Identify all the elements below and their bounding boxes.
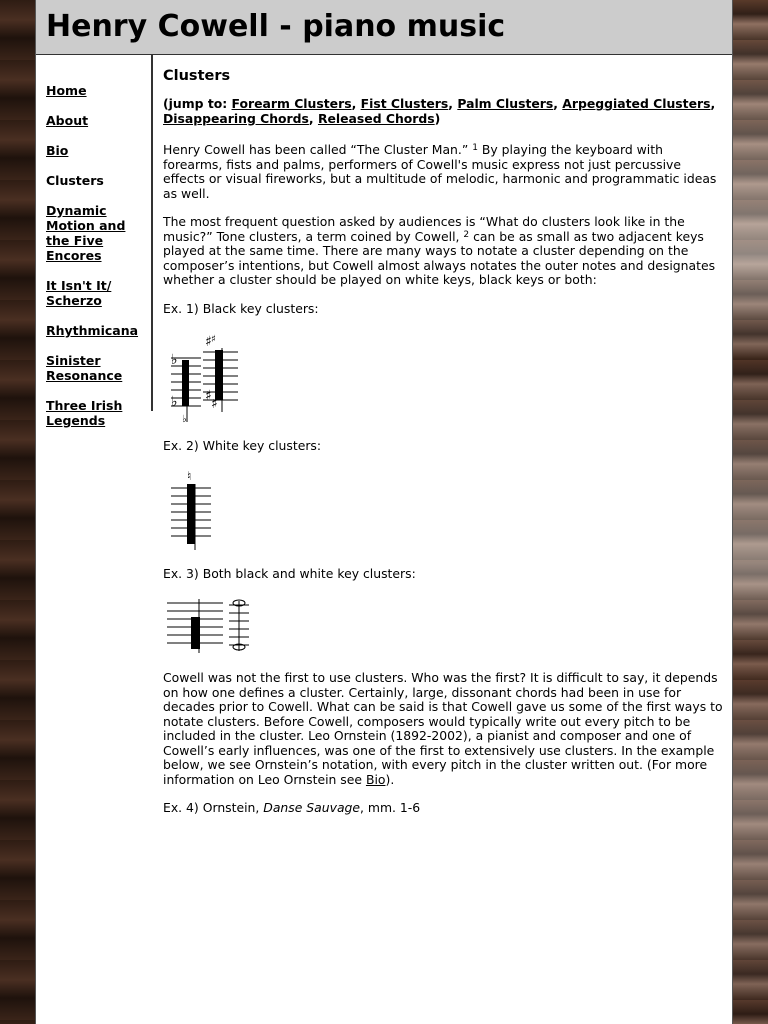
example-2-label: Ex. 2) White key clusters: [163, 438, 322, 453]
intro-paragraph [163, 143, 723, 201]
page-heading: Clusters [163, 68, 231, 84]
sidebar-item-three-irish-legends[interactable]: Three Irish Legends [46, 398, 123, 428]
sidebar-item-sinister-resonance[interactable]: Sinister Resonance [46, 353, 123, 383]
jump-link-disappearing-chords[interactable]: Disappearing Chords [163, 110, 309, 126]
svg-text:♯: ♯ [205, 388, 212, 404]
history-paragraph [163, 671, 723, 787]
example-1-label: Ex. 1) Black key clusters: [163, 300, 319, 316]
black-key-cluster-notation [163, 330, 243, 425]
footnote-1-link[interactable]: 1 [472, 143, 478, 153]
page-container [35, 0, 733, 1024]
bio-link[interactable]: Bio [365, 771, 386, 787]
sidebar-item-rhythmicana[interactable]: Rhythmicana [46, 323, 139, 338]
background-photo-right [733, 0, 768, 1024]
svg-text:♭: ♭ [171, 352, 178, 368]
sidebar-item-it-isnt-it[interactable]: It Isn't It/ Scherzo [46, 278, 112, 308]
question-paragraph [163, 215, 723, 288]
white-key-cluster-notation [163, 468, 218, 553]
jump-link-arpeggiated-clusters[interactable]: Arpeggiated Clusters [562, 96, 711, 111]
main-content [163, 55, 723, 830]
jump-prefix: (jump to: [163, 96, 232, 111]
example-4-suffix: , mm. 1-6 [360, 800, 421, 815]
intro-text-start: Henry Cowell has been called “The Cluster Man.” [163, 142, 469, 157]
sidebar-item-home[interactable]: Home [46, 83, 87, 98]
background-photo-left [0, 0, 35, 1024]
svg-text:♯: ♯ [211, 396, 218, 412]
history-text-end: ). [385, 771, 395, 787]
question-text-end: can be as small as two adjacent keys played at the same time. There are many ways to notate a cluster depending on the composer’s intentions, but Cowell almost always notates the outer notes and designates whether a cluster should be played on white keys, black keys or both: [163, 228, 716, 287]
site-title: Henry Cowell - piano music [46, 9, 506, 44]
sidebar-item-about[interactable]: About [46, 113, 89, 128]
jump-link-fist-clusters[interactable]: Fist Clusters [360, 96, 449, 111]
sidebar-nav [36, 55, 153, 428]
example-4-work-title: Danse Sauvage [263, 800, 361, 815]
question-text-start: The most frequent question asked by audiences is “What do clusters look like in the music?” Tone clusters, a term coined by Cowell, [163, 214, 685, 244]
svg-text:♭: ♭ [182, 414, 187, 425]
example-3-label: Ex. 3) Both black and white key clusters: [163, 565, 416, 581]
jump-link-palm-clusters[interactable]: Palm Clusters [457, 96, 554, 111]
svg-text:♮: ♮ [187, 468, 192, 483]
svg-text:♯: ♯ [211, 334, 216, 345]
footnote-2-link[interactable]: 2 [463, 229, 470, 240]
history-text: Cowell was not the first to use clusters. Who was the first? It is difficult to say, it depends on how one defines a cluster. Certainly, large, dissonant chords had been in use for decades prior to Cowell. What can be said is that Cowell gave us some of the first ways to notate clusters. Before Cowell, composers would typically write out every pitch to be included in the cluster. Leo Ornstein (1892-2002), a pianist and composer and one of Cowell’s early influences, was one of the first to extensively use clusters. In the example below, we see Ornstein’s notation, with every pitch in the cluster written out. (For more information on Leo Ornstein see [163, 670, 723, 787]
svg-text:♯: ♯ [205, 334, 212, 350]
intro-text-end: By playing the keyboard with forearms, fists and palms, performers of Cowell's music express not just percussive effects or visual fireworks, but a multitude of melodic, harmonic and programmatic ideas as well. [163, 142, 717, 201]
sidebar-item-clusters: Clusters [46, 173, 104, 188]
svg-text:♭: ♭ [171, 394, 178, 410]
mixed-key-cluster-notation [163, 595, 258, 657]
sidebar-item-dynamic-motion[interactable]: Dynamic Motion and the Five Encores [46, 203, 126, 263]
site-header [36, 0, 732, 55]
sidebar-item-bio[interactable]: Bio [46, 143, 69, 158]
jump-links: (jump to: Forearm Clusters, Fist Clusters, Palm Clusters, Arpeggiated Clusters, Disappearing Chords, Released Chords) [163, 96, 716, 126]
example-4-label [163, 801, 723, 816]
jump-link-released-chords[interactable]: Released Chords [317, 110, 435, 126]
example-4-prefix: Ex. 4) Ornstein, [163, 800, 264, 815]
jump-link-forearm-clusters[interactable]: Forearm Clusters [231, 96, 352, 111]
jump-suffix: ) [434, 110, 441, 126]
